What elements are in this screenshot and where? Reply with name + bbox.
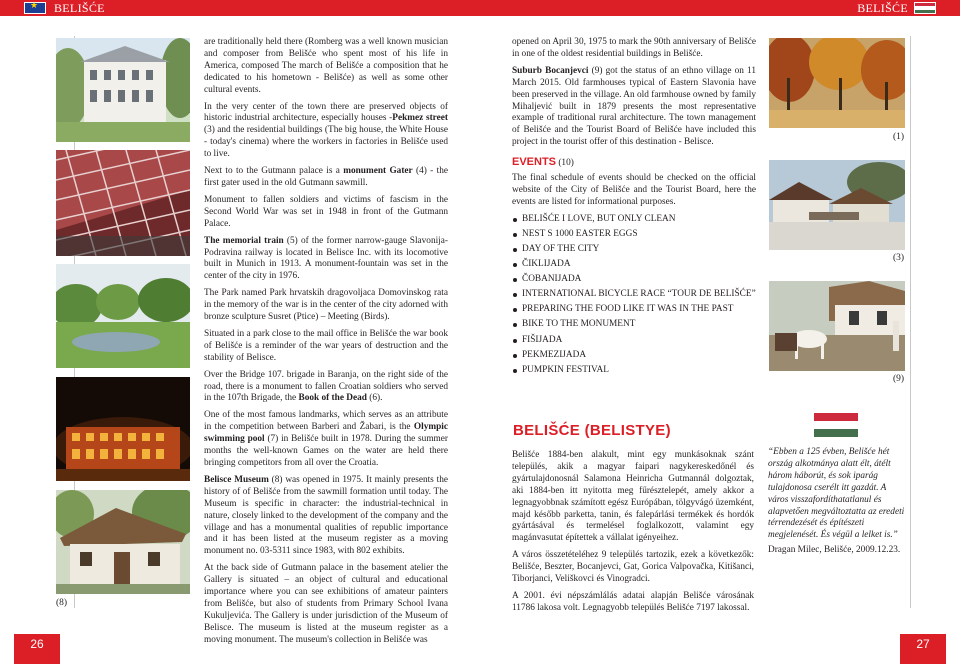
quote-text: “Ebben a 125 évben, Belišće hét ország alkotmánya alatt élt, átélt három háborút, és sok iparág tulajdonosa cserélt itt gazdát. A város visszafordíthatatlanul és alapvetően megváltoztatta az eredeti térrendezését és építészeti megjelenését. És végül a lelket is.” bbox=[768, 447, 905, 541]
photo-night-building bbox=[56, 377, 190, 481]
paragraph: Over the Bridge 107. brigade in Baranja, on the right side of the road, there is a monument to fallen Croatian soldiers who served in the 107th Brigade, the Book of the Dead (6). bbox=[204, 369, 448, 404]
list-item: BIKE TO THE MONUMENT bbox=[512, 319, 756, 331]
list-item: FIŠIJADA bbox=[512, 335, 756, 347]
list-item: ČOBANIJADA bbox=[512, 274, 756, 286]
paragraph: A 2001. évi népszámlálás adatai alapján Belišće városának 11786 lakosa volt. Legnagyobb település Belišće 7197 lakossal. bbox=[512, 590, 754, 613]
photo-label: (8) bbox=[56, 598, 68, 608]
paragraph: One of the most famous landmarks, which serves as an attribute in the competition between Barberi and Žabari, is the Olympic swimming pool (7) in Belišće built in 1978. During the summer months the well-known Games on the water are held there bringing competitors from all over the Croatia. bbox=[204, 410, 449, 468]
list-item: PREPARING THE FOOD LIKE IT WAS IN THE PAST bbox=[512, 304, 756, 316]
events-list bbox=[512, 214, 756, 377]
photo-label: (3) bbox=[893, 253, 905, 263]
paragraph: Belišće 1884-ben alakult, mint egy munkásoknak szánt település, akik a magyar faipari nagykereskedőnél és gyártulajdonosnál Salamona Heinricha Gutmannál dolgoztak, aki 1884-ben itt nyitotta meg fűrésztelepét, amely akkor a legnagyobbnak számított egész Európában, tölgyvágó üzemként, majd később parketta, tanin, és falepárlási termékek és hordók gyártásával és termelésel foglalkozott, valamint egy magánvasutat építettek a vállalat igényeihez. bbox=[512, 450, 754, 544]
paragraph: Monument to fallen soldiers and victims of fascism in the Second World War was set in 1948 in front of the Gutmann Palace. bbox=[204, 194, 448, 229]
header-title-left: BELIŠĆE bbox=[54, 1, 105, 15]
right-text-column bbox=[512, 37, 756, 380]
section-title-hungarian: BELIŠĆE (BELISTYE) bbox=[513, 422, 671, 439]
paragraph: A város összetételéhez 9 település tartozik, ezek a következők: Belišće, Beszter, Bocanjevci, Gat, Gorica Valpovačka, Kitišanci, Tiborjanci, Veliškovci és Vinogradci. bbox=[512, 550, 754, 585]
paragraph: Belisce Museum (8) was opened in 1975. It mainly presents the history of of Belišće from the sawmill formation until today. The Museum is specific in character: the industrial-technical in nature, closely linked to the development of the company and the village and has a monumental qualities of republic importance and it has been listed at the museum register as a moving monument no. 03-5311 since 1983, with 802 exhibits. bbox=[204, 474, 448, 557]
photo-park-pond bbox=[56, 264, 190, 368]
events-heading: EVENTS (10) bbox=[512, 156, 574, 169]
paragraph: Next to to the Gutmann palace is a monument Gater (4) - the first gater used in the old Gutmann sawmill. bbox=[204, 166, 448, 188]
list-item: ČIKLIJADA bbox=[512, 259, 756, 271]
list-item: PUMPKIN FESTIVAL bbox=[512, 365, 756, 377]
page-number-right: 27 bbox=[900, 634, 946, 664]
hungary-flag-icon bbox=[914, 2, 936, 14]
photo-label: (1) bbox=[893, 132, 905, 142]
left-text-column bbox=[204, 37, 448, 652]
paragraph: The memorial train (5) of the former narrow-gauge Slavonija-Podravina railway is located in Belisce Inc. with its locomotive built in Munich in 1913. A monument-fountain was set in the center of the city in 1976. bbox=[204, 235, 448, 282]
header-bar bbox=[0, 0, 960, 16]
paragraph: Situated in a park close to the mail office in Belišće the war book of Belišće is a reminder of the war years of destruction and the stability of Belisce. bbox=[204, 328, 448, 363]
photo-gutmann-palace bbox=[56, 38, 190, 142]
hungary-flag-icon bbox=[814, 413, 858, 437]
list-item: PEKMEZIJADA bbox=[512, 350, 756, 362]
paragraph: The Park named Park hrvatskih dragovoljaca Domovinskog rata in the memory of the war is in the center of the city adorned with bronze sculpture Susret (Ptice) – Meeting (Birds). bbox=[204, 288, 448, 323]
list-item: DAY OF THE CITY bbox=[512, 244, 756, 256]
right-divider bbox=[910, 36, 911, 608]
photo-glass-facade bbox=[56, 150, 190, 256]
photo-horse-carriage bbox=[769, 281, 905, 371]
photo-label: (9) bbox=[893, 374, 905, 384]
page-number-left: 26 bbox=[14, 634, 60, 664]
paragraph: In the very center of the town there are preserved objects of historic industrial architecture, especially houses -Pekmez street (3) and the residential buildings (The big house, the White House - today's cinema) where the workers in factories in Belišće used to live. bbox=[204, 101, 448, 160]
paragraph: are traditionally held there (Romberg was a well known musician and composer from Belišće who spent most of his life in America, composed The march of Belišće a composition that he dedicated to his hometown - Belišće) as well as some other cultural events. bbox=[204, 37, 448, 95]
events-title: EVENTS bbox=[512, 156, 557, 169]
eu-flag-icon bbox=[24, 2, 46, 14]
paragraph: Suburb Bocanjevci (9) got the status of an ethno village on 11 March 2015. Old farmhouses typical of Eastern Slavonia have been preserved in the village. An old farmhouse owned by family Mihaljević built in 1879 presents the most representative example of traditional rural architecture. The town management of Belišće and the Tourist Board of Belišće have included this project in the tourist offer of this destination - Belisce. bbox=[512, 65, 757, 148]
paragraph: opened on April 30, 1975 to mark the 90th anniversary of Belišće in one of the oldest residential buildings in Belišće. bbox=[512, 37, 756, 59]
hungarian-text-column bbox=[512, 450, 754, 620]
photo-old-house bbox=[56, 490, 190, 594]
paragraph: At the back side of Gutmann palace in the basement atelier the Gallery is situated – an object of cultural and educational importance where you can see exhibitions of amateur painters from Belišće, but also of students from Primary School Ivana Kukuljevića. The Gallery is under jurisdiction of the Museum of Belisce. The museum is listed at the museum register as a moving monument. The museum's collection in Belišće was bbox=[204, 563, 448, 645]
header-title-right: BELIŠĆE bbox=[857, 1, 908, 15]
quote-source: Dragan Milec, Belišće, 2009.12.23. bbox=[768, 545, 901, 556]
list-item: BELIŠĆE I LOVE, BUT ONLY CLEAN bbox=[512, 214, 756, 226]
photo-autumn-trees bbox=[769, 38, 905, 128]
list-item: NEST S 1000 EASTER EGGS bbox=[512, 229, 756, 241]
events-intro: The final schedule of events should be checked on the official website of the City of Belišće and the Tourist Board, here the events are listed for informational purposes. bbox=[512, 173, 756, 207]
photo-village-street bbox=[769, 160, 905, 250]
list-item: INTERNATIONAL BICYCLE RACE “TOUR DE BELIŠĆE” bbox=[512, 289, 756, 301]
quote-block bbox=[768, 447, 906, 557]
